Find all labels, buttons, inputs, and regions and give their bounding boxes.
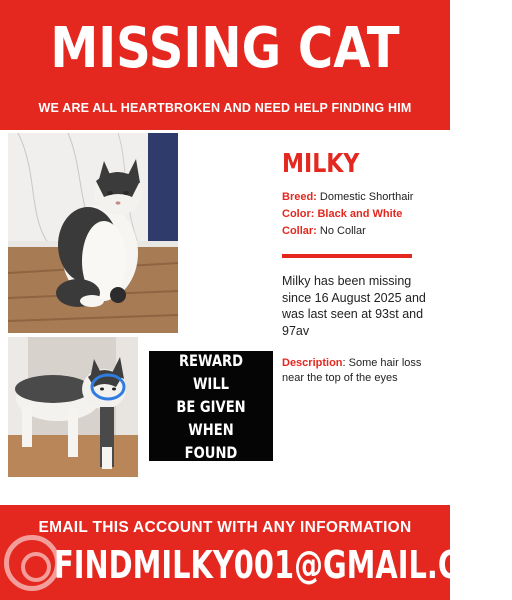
reward-line-3: WHEN FOUND (184, 419, 238, 462)
description (282, 356, 427, 386)
reward-line-1: REWARD WILL (178, 350, 244, 393)
poster-subtitle: WE ARE ALL HEARTBROKEN AND NEED HELP FINDING HIM (38, 101, 412, 115)
collar-value: No Collar (319, 225, 366, 237)
poster-title: MISSING CAT (50, 16, 400, 81)
color-value: Black and White (317, 208, 403, 220)
breed-value: Domestic Shorthair (319, 191, 414, 203)
color-row (282, 208, 402, 220)
footer-banner (0, 505, 512, 600)
description-label: Description (282, 357, 343, 369)
missing-details: Milky has been missing since 16 August 2025 and was last seen at 93st and 97av (282, 274, 426, 338)
description-text: : Some hair loss near the top of the eyes (282, 357, 422, 384)
email-instruction: EMAIL THIS ACCOUNT WITH ANY INFORMATION (38, 519, 412, 536)
cat-name: MILKY (282, 149, 360, 179)
divider (282, 254, 412, 258)
reward-box (149, 351, 273, 461)
cat-photo-sitting (8, 133, 178, 333)
cat-photo-eyes-circled (8, 337, 138, 477)
breed-label: Breed: (282, 191, 317, 203)
contact-email: FINDMILKY001@GMAIL.COM (54, 543, 512, 587)
header-banner (0, 0, 450, 130)
collar-label: Collar: (282, 225, 317, 237)
reward-line-2: BE GIVEN (176, 396, 246, 416)
watermark-logo-icon (4, 535, 60, 591)
collar-row (282, 225, 366, 237)
color-label: Color: (282, 208, 315, 220)
breed-row (282, 191, 413, 203)
